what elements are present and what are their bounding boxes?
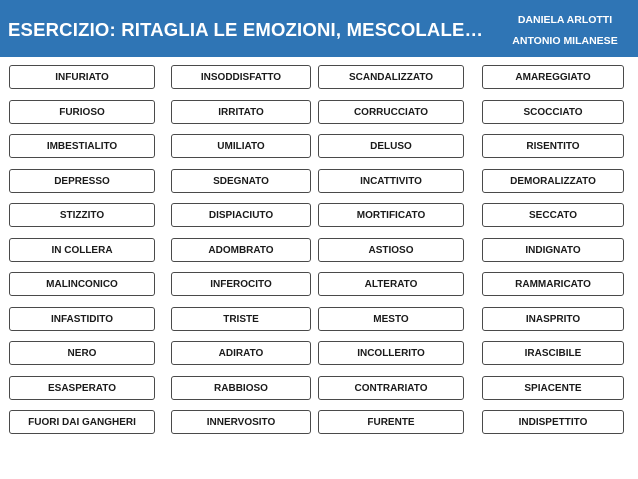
emotion-card: INFASTIDITO <box>9 307 155 331</box>
page-title: ESERCIZIO: RITAGLIA LE EMOZIONI, MESCOLALE… <box>8 19 484 40</box>
emotion-card: IRASCIBILE <box>482 341 624 365</box>
emotion-card: RISENTITO <box>482 134 624 158</box>
emotion-card: IRRITATO <box>171 100 311 124</box>
emotion-card: SDEGNATO <box>171 169 311 193</box>
emotion-card: FURENTE <box>318 410 464 434</box>
emotion-card: DEMORALIZZATO <box>482 169 624 193</box>
emotion-card: SPIACENTE <box>482 376 624 400</box>
emotion-card: AMAREGGIATO <box>482 65 624 89</box>
emotion-card: SCOCCIATO <box>482 100 624 124</box>
emotion-card: RAMMARICATO <box>482 272 624 296</box>
emotion-card: SCANDALIZZATO <box>318 65 464 89</box>
emotion-card: ADOMBRATO <box>171 238 311 262</box>
emotion-card: MALINCONICO <box>9 272 155 296</box>
emotion-card: STIZZITO <box>9 203 155 227</box>
emotion-card: INNERVOSITO <box>171 410 311 434</box>
emotion-card: UMILIATO <box>171 134 311 158</box>
emotion-card: ALTERATO <box>318 272 464 296</box>
emotion-card: FURIOSO <box>9 100 155 124</box>
emotion-card: DEPRESSO <box>9 169 155 193</box>
emotion-card: INDISPETTITO <box>482 410 624 434</box>
emotion-card: INCATTIVITO <box>318 169 464 193</box>
emotion-card: INSODDISFATTO <box>171 65 311 89</box>
emotion-card: INASPRITO <box>482 307 624 331</box>
author-name: ANTONIO MILANESE <box>512 35 618 47</box>
emotion-card: ADIRATO <box>171 341 311 365</box>
emotion-card: DISPIACIUTO <box>171 203 311 227</box>
emotion-card: NERO <box>9 341 155 365</box>
emotion-card: FUORI DAI GANGHERI <box>9 410 155 434</box>
emotion-card: INCOLLERITO <box>318 341 464 365</box>
emotion-card: IN COLLERA <box>9 238 155 262</box>
emotion-card: MESTO <box>318 307 464 331</box>
author-name: DANIELA ARLOTTI <box>517 14 613 26</box>
emotion-card: DELUSO <box>318 134 464 158</box>
emotion-card: ESASPERATO <box>9 376 155 400</box>
emotion-card: CONTRARIATO <box>318 376 464 400</box>
emotion-card: INFURIATO <box>9 65 155 89</box>
emotion-card: ASTIOSO <box>318 238 464 262</box>
emotion-card: INDIGNATO <box>482 238 624 262</box>
emotion-card: RABBIOSO <box>171 376 311 400</box>
emotion-card: IMBESTIALITO <box>9 134 155 158</box>
emotion-card: SECCATO <box>482 203 624 227</box>
emotion-card: CORRUCCIATO <box>318 100 464 124</box>
emotion-card: INFEROCITO <box>171 272 311 296</box>
emotion-card: MORTIFICATO <box>318 203 464 227</box>
emotion-card: TRISTE <box>171 307 311 331</box>
